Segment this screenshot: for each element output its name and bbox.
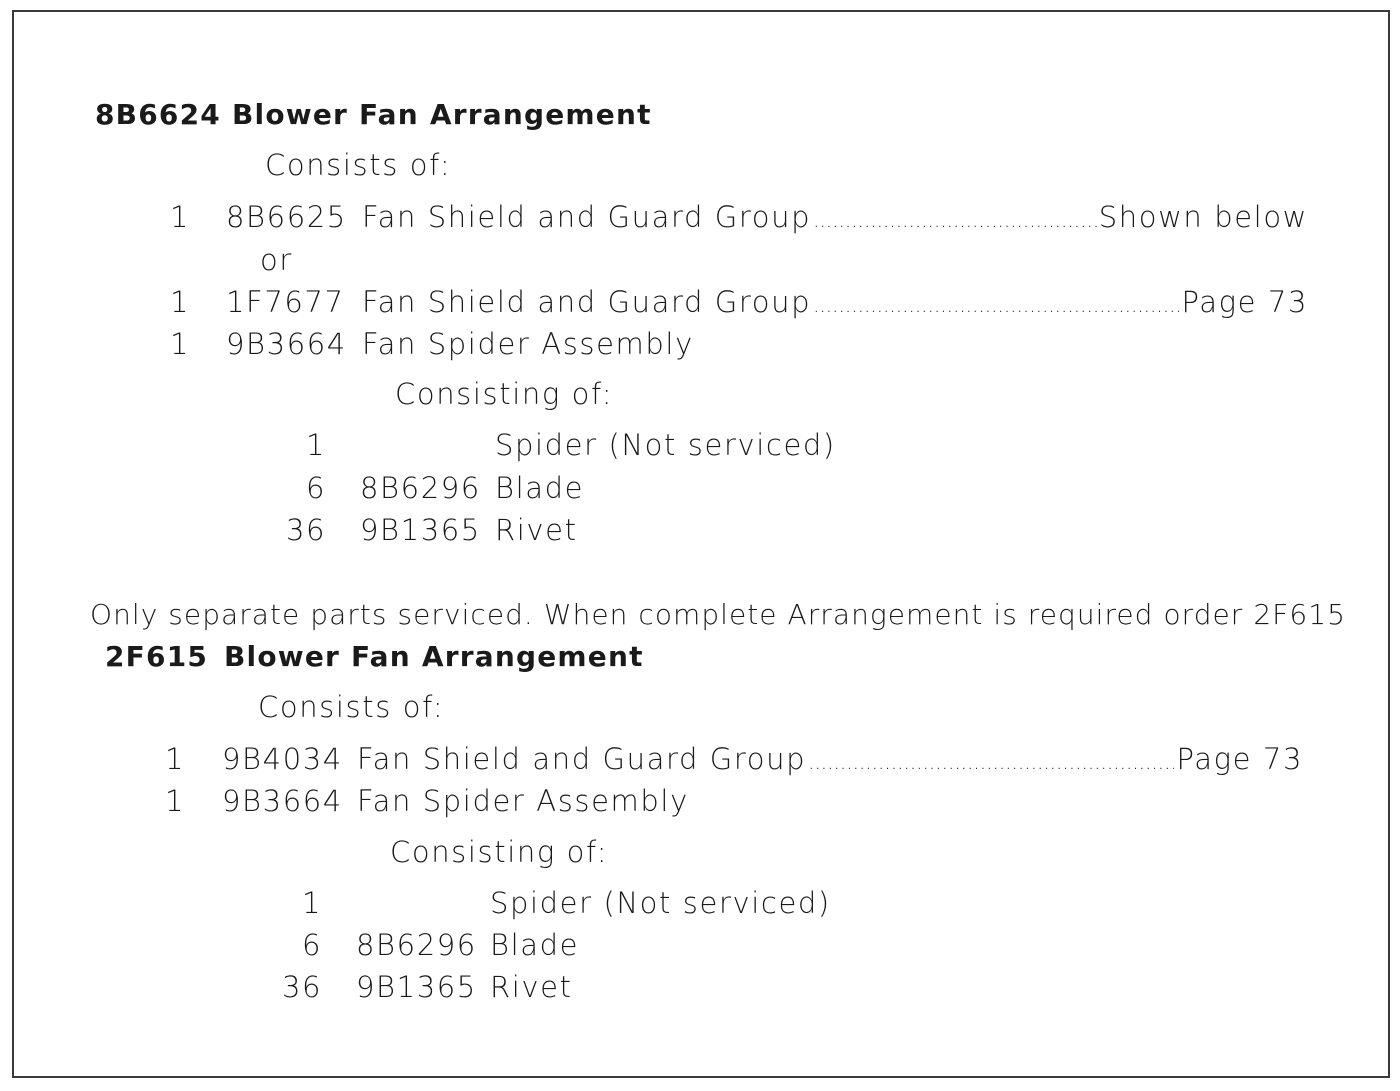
leader-dots bbox=[808, 742, 1174, 782]
section2-part-number: 2F615 bbox=[105, 640, 209, 673]
subitem-part-number: 8B6296 bbox=[356, 928, 477, 962]
item-description: Fan Spider Assembly bbox=[362, 327, 694, 361]
section1-consisting-of: Consisting of: bbox=[395, 377, 614, 411]
section2-item-row bbox=[0, 781, 1305, 821]
subitem-part-number: 9B1365 bbox=[360, 513, 481, 547]
item-description: Fan Shield and Guard Group bbox=[362, 200, 812, 234]
subitem-qty: 36 bbox=[286, 513, 327, 547]
section1-part-number: 8B6624 bbox=[95, 98, 221, 131]
leader-dots bbox=[813, 200, 1097, 240]
subitem-qty: 1 bbox=[301, 886, 322, 920]
item-description: Fan Shield and Guard Group bbox=[362, 285, 812, 319]
service-note: Only separate parts serviced. When complete Arrangement is required order 2F615 bbox=[90, 598, 1346, 631]
item-reference: Page 73 bbox=[1176, 742, 1303, 776]
subitem-description: Blade bbox=[495, 471, 585, 505]
item-part-number: 8B6625 bbox=[226, 200, 347, 234]
item-qty: 1 bbox=[169, 285, 190, 319]
section1-title: Blower Fan Arrangement bbox=[232, 98, 652, 131]
leader-dots bbox=[813, 285, 1179, 325]
section1-subitem-row bbox=[0, 425, 1000, 465]
subitem-description: Rivet bbox=[490, 970, 573, 1004]
subitem-description: Spider (Not serviced) bbox=[490, 886, 831, 920]
section2-item-row bbox=[0, 739, 1305, 779]
item-description-leader bbox=[362, 197, 1308, 240]
section2-subitem-row bbox=[0, 967, 1000, 1007]
subitem-qty: 1 bbox=[305, 428, 326, 462]
section1-item-row bbox=[0, 324, 1310, 364]
item-description-leader bbox=[357, 739, 1303, 782]
item-part-number: 9B4034 bbox=[222, 742, 343, 776]
section1-item-row bbox=[0, 282, 1310, 322]
item-qty: 1 bbox=[169, 327, 190, 361]
item-qty: 1 bbox=[169, 200, 190, 234]
section1-or-label: or bbox=[260, 243, 293, 277]
section2-subitem-row bbox=[0, 883, 1000, 923]
section2-title: Blower Fan Arrangement bbox=[224, 640, 644, 673]
subitem-qty: 6 bbox=[305, 471, 326, 505]
subitem-part-number: 8B6296 bbox=[360, 471, 481, 505]
subitem-qty: 36 bbox=[282, 970, 323, 1004]
section2-consists-of: Consists of: bbox=[258, 690, 445, 724]
item-description-leader bbox=[362, 282, 1308, 325]
item-part-number: 9B3664 bbox=[226, 327, 347, 361]
item-part-number: 9B3664 bbox=[222, 784, 343, 818]
section1-item-row bbox=[0, 197, 1310, 237]
item-description: Fan Shield and Guard Group bbox=[357, 742, 807, 776]
subitem-description: Rivet bbox=[495, 513, 578, 547]
item-reference: Page 73 bbox=[1181, 285, 1308, 319]
section1-subitem-row bbox=[0, 468, 1000, 508]
section1-consists-of: Consists of: bbox=[265, 148, 452, 182]
subitem-part-number: 9B1365 bbox=[356, 970, 477, 1004]
item-reference: Shown below bbox=[1098, 200, 1308, 234]
item-description: Fan Spider Assembly bbox=[357, 784, 689, 818]
subitem-description: Spider (Not serviced) bbox=[495, 428, 836, 462]
section2-consisting-of: Consisting of: bbox=[390, 835, 609, 869]
subitem-description: Blade bbox=[490, 928, 580, 962]
item-part-number: 1F7677 bbox=[226, 285, 345, 319]
subitem-qty: 6 bbox=[301, 928, 322, 962]
section1-subitem-row bbox=[0, 510, 1000, 550]
section2-subitem-row bbox=[0, 925, 1000, 965]
item-qty: 1 bbox=[164, 742, 185, 776]
item-qty: 1 bbox=[164, 784, 185, 818]
